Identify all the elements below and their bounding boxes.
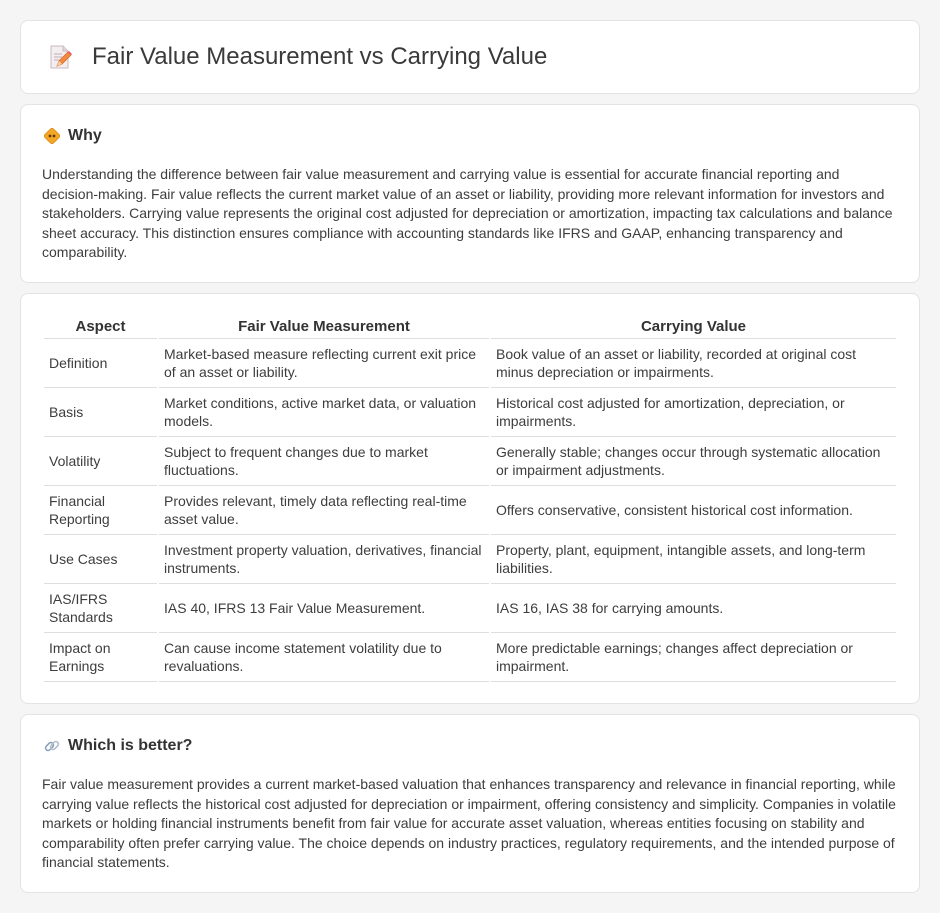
table-row [44,437,896,486]
table-header-row [44,316,896,339]
table-row [44,339,896,388]
aspect-cell: IAS/IFRS Standards [44,584,157,633]
fair-value-cell: IAS 40, IFRS 13 Fair Value Measurement. [159,584,489,633]
which-is-better-text: Fair value measurement provides a current market-based valuation that enhances transparency and relevance in financial reporting, while carrying value reflects the historical cost adjusted for depreciation or impairment, offering consistency and simplicity. Companies in volatile markets or holding financial instruments benefit from fair value for accurate asset valuation, whereas entities focusing on stability and comparability often prefer carrying value. The choice depends on industry practices, regulatory requirements, and the intended purpose of financial statements. [42,776,896,871]
fair-value-cell: Investment property valuation, derivatives, financial instruments. [159,535,489,584]
diamond-sign-icon [43,127,61,145]
comparison-table-card [20,293,920,704]
carrying-value-cell: Property, plant, equipment, intangible assets, and long-term liabilities. [491,535,896,584]
aspect-cell: Financial Reporting [44,486,157,535]
column-header-carrying-value: Carrying Value [491,316,896,339]
fair-value-cell: Market conditions, active market data, or valuation models. [159,388,489,437]
table-row [44,584,896,633]
fair-value-cell: Provides relevant, timely data reflecting real-time asset value. [159,486,489,535]
aspect-cell: Use Cases [44,535,157,584]
aspect-cell: Volatility [44,437,157,486]
carrying-value-cell: Historical cost adjusted for amortization, depreciation, or impairments. [491,388,896,437]
why-section [20,104,920,283]
memo-pencil-icon [47,44,73,70]
carrying-value-cell: Book value of an asset or liability, recorded at original cost minus depreciation or impairments. [491,339,896,388]
aspect-cell: Definition [44,339,157,388]
link-icon [43,737,61,755]
column-header-fair-value: Fair Value Measurement [159,316,489,339]
fair-value-cell: Market-based measure reflecting current exit price of an asset or liability. [159,339,489,388]
carrying-value-cell: Offers conservative, consistent historical cost information. [491,486,896,535]
table-row [44,535,896,584]
carrying-value-cell: IAS 16, IAS 38 for carrying amounts. [491,584,896,633]
column-header-aspect: Aspect [44,316,157,339]
which-is-better-section [20,714,920,893]
carrying-value-cell: Generally stable; changes occur through systematic allocation or impairment adjustments. [491,437,896,486]
table-row [44,633,896,682]
page-title: Fair Value Measurement vs Carrying Value [92,43,548,70]
which-is-better-title: Which is better? [68,737,193,754]
why-text: Understanding the difference between fair value measurement and carrying value is essential for accurate financial reporting and decision-making. Fair value reflects the current market value of an asset or liability, providing more relevant information for investors and stakeholders. Carrying value represents the original cost adjusted for depreciation or amortization, impacting tax calculations and balance sheet accuracy. This distinction ensures compliance with accounting standards like IFRS and GAAP, enhancing transparency and comparability. [42,166,893,261]
fair-value-cell: Can cause income statement volatility due to revaluations. [159,633,489,682]
table-row [44,486,896,535]
aspect-cell: Impact on Earnings [44,633,157,682]
aspect-cell: Basis [44,388,157,437]
header-card [20,20,920,94]
why-title: Why [68,127,102,144]
fair-value-cell: Subject to frequent changes due to market fluctuations. [159,437,489,486]
comparison-table [42,316,898,682]
table-row [44,388,896,437]
carrying-value-cell: More predictable earnings; changes affect depreciation or impairment. [491,633,896,682]
